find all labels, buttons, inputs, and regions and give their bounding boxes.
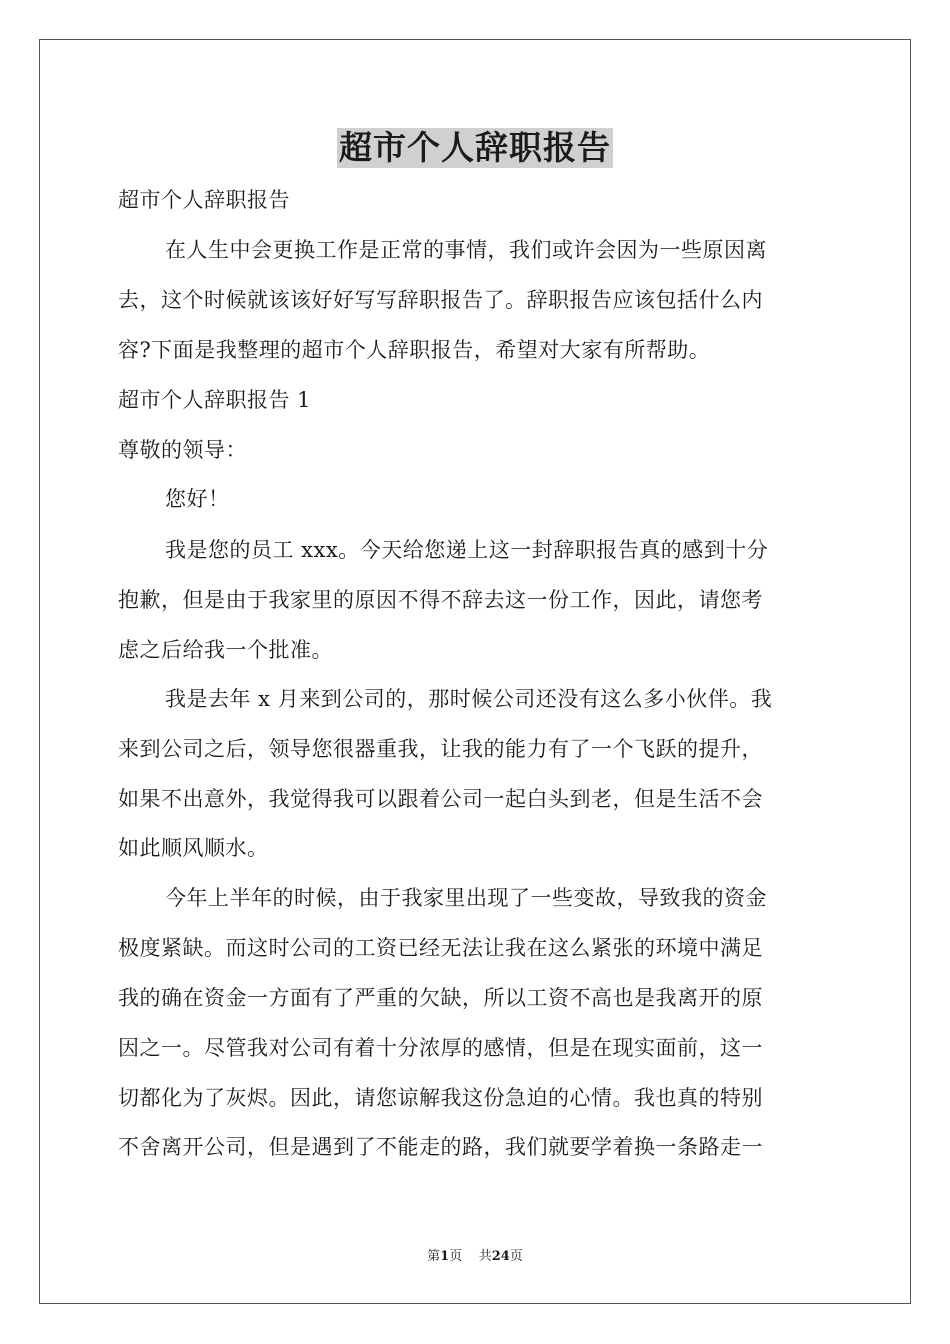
paragraph-line: 我的确在资金一方面有了严重的欠缺，所以工资不高也是我离开的原 (118, 986, 763, 1010)
paragraph-line: 虑之后给我一个批准。 (118, 638, 333, 662)
paragraph-line: 不舍离开公司，但是遇到了不能走的路，我们就要学着换一条路走一 (118, 1135, 763, 1159)
paragraph-line: 今年上半年的时候，由于我家里出现了一些变故，导致我的资金 (165, 886, 767, 910)
greeting-line: 您好！ (165, 487, 230, 511)
page-footer (0, 1248, 950, 1266)
page-border (39, 39, 911, 1304)
paragraph-line: 极度紧缺。而这时公司的工资已经无法让我在这么紧张的环境中满足 (118, 936, 763, 960)
paragraph-line: 如果不出意外，我觉得我可以跟着公司一起白头到老，但是生活不会 (118, 787, 763, 811)
paragraph-line: 抱歉，但是由于我家里的原因不得不辞去这一份工作，因此，请您考 (118, 588, 763, 612)
paragraph-line: 切都化为了灰烬。因此，请您谅解我这份急迫的心情。我也真的特别 (118, 1086, 763, 1110)
section-heading: 超市个人辞职报告 1 (118, 388, 312, 412)
page-suffix: 页 (449, 1249, 463, 1264)
document-title: 超市个人辞职报告 (339, 128, 611, 167)
total-suffix: 页 (509, 1249, 523, 1264)
paragraph-line: 因之一。尽管我对公司有着十分浓厚的感情，但是在现实面前，这一 (118, 1036, 763, 1060)
paragraph-line: 去，这个时候就该该好好写写辞职报告了。辞职报告应该包括什么内 (118, 288, 763, 312)
paragraph-line: 如此顺风顺水。 (118, 836, 269, 860)
page-number: 1 (440, 1249, 450, 1264)
page-prefix: 第 (427, 1249, 441, 1264)
subtitle-line: 超市个人辞职报告 (118, 188, 290, 212)
title-container (0, 128, 950, 168)
paragraph-line: 我是您的员工 xxx。今天给您递上这一封辞职报告真的感到十分 (165, 538, 769, 562)
total-pages: 24 (491, 1249, 510, 1264)
paragraph-line: 我是去年 x 月来到公司的，那时候公司还没有这么多小伙伴。我 (165, 687, 773, 711)
paragraph-line: 来到公司之后，领导您很器重我，让我的能力有了一个飞跃的提升， (118, 737, 763, 761)
paragraph-line: 容?下面是我整理的超市个人辞职报告，希望对大家有所帮助。 (118, 338, 711, 362)
total-prefix: 共 (478, 1249, 492, 1264)
paragraph-line: 在人生中会更换工作是正常的事情，我们或许会因为一些原因离 (165, 238, 767, 262)
salutation-line: 尊敬的领导： (118, 438, 247, 462)
